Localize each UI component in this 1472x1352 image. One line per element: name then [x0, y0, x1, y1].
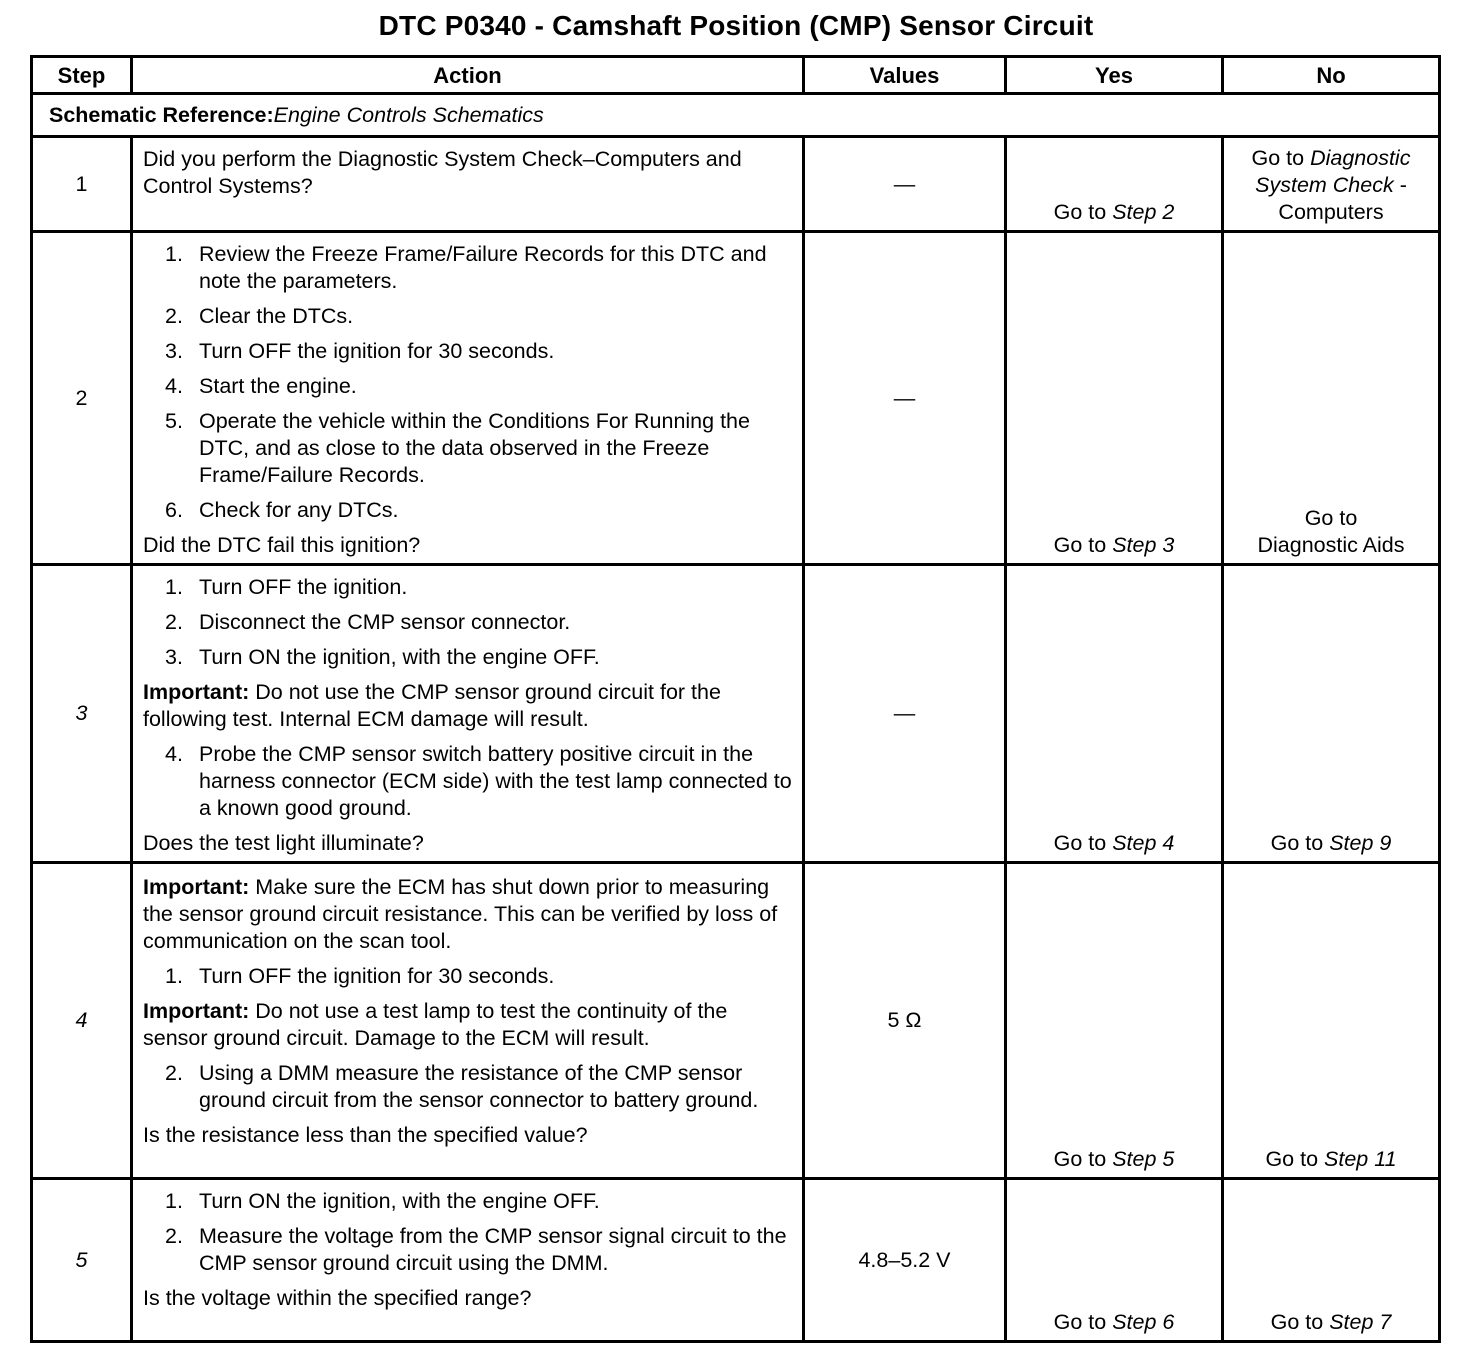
no-cell [1223, 137, 1440, 232]
value-cell: — [804, 137, 1006, 232]
list-item: 4. Probe the CMP sensor switch battery positive circuit in the harness connector (ECM side) with the test lamp connected to a known good ground. [165, 742, 792, 820]
table-row [32, 137, 1440, 232]
action-steps [143, 574, 792, 671]
list-item: 2. Using a DMM measure the resistance of the CMP sensor ground circuit from the sensor connector to battery ground. [165, 1061, 759, 1112]
list-item: 2. Disconnect the CMP sensor connector. [165, 610, 571, 634]
yes-goto[interactable]: Go to Step 5 [1053, 1147, 1175, 1171]
yes-cell [1006, 863, 1223, 1179]
header-no: No [1223, 57, 1440, 94]
action-cell [132, 232, 804, 565]
value-cell: 4.8–5.2 V [804, 1179, 1006, 1342]
yes-goto[interactable]: Go to Step 4 [1053, 831, 1175, 855]
list-item: 3. Turn OFF the ignition for 30 seconds. [165, 339, 555, 363]
no-cell [1223, 863, 1440, 1179]
schematic-row [32, 94, 1440, 137]
list-item: 4. Start the engine. [165, 374, 357, 398]
value-cell: 5 Ω [804, 863, 1006, 1179]
action-cell [132, 137, 804, 232]
table-row [32, 863, 1440, 1179]
list-item: 5. Operate the vehicle within the Conditions For Running the DTC, and as close to the data observed in the Freeze Frame/Failure Records. [165, 409, 750, 487]
list-item: 3. Turn ON the ignition, with the engine OFF. [165, 645, 600, 669]
list-item: 2. Measure the voltage from the CMP sensor signal circuit to the CMP sensor ground circuit using the DMM. [165, 1224, 787, 1275]
table-row [32, 232, 1440, 565]
header-row [32, 57, 1440, 94]
list-item: 1. Review the Freeze Frame/Failure Records for this DTC and note the parameters. [165, 242, 767, 293]
value-cell: — [804, 565, 1006, 863]
list-item: 1. Turn OFF the ignition for 30 seconds. [165, 964, 555, 988]
action-steps [143, 1188, 792, 1277]
header-yes: Yes [1006, 57, 1223, 94]
yes-goto[interactable]: Go to Step 3 [1053, 533, 1175, 557]
list-item: 2. Clear the DTCs. [165, 304, 354, 328]
step-number: 4 [32, 863, 132, 1179]
step-number: 1 [32, 137, 132, 232]
yes-cell [1006, 137, 1223, 232]
action-cell [132, 863, 804, 1179]
list-item: 1. Turn ON the ignition, with the engine OFF. [165, 1189, 600, 1213]
value-cell: — [804, 232, 1006, 565]
important-note: Important: Do not use the CMP sensor ground circuit for the following test. Internal ECM damage will result. [143, 680, 721, 731]
header-action: Action [132, 57, 804, 94]
no-goto[interactable]: Go to Diagnostic System Check - Computers [1251, 146, 1411, 224]
important-note: Important: Do not use a test lamp to test the continuity of the sensor ground circuit. Damage to the ECM will result. [143, 999, 728, 1050]
question-text: Does the test light illuminate? [143, 831, 424, 855]
schematic-label: Schematic Reference: [49, 102, 274, 127]
yes-cell [1006, 232, 1223, 565]
question-text: Is the resistance less than the specified value? [143, 1123, 588, 1147]
question-text: Did you perform the Diagnostic System Check–Computers and Control Systems? [143, 147, 742, 198]
important-note: Important: Make sure the ECM has shut down prior to measuring the sensor ground circuit resistance. This can be verified by loss of communication on the scan tool. [143, 875, 778, 953]
no-goto[interactable]: Go to Step 11 [1265, 1147, 1397, 1171]
no-goto[interactable]: Go to Step 9 [1270, 831, 1392, 855]
list-item: 1. Turn OFF the ignition. [165, 575, 408, 599]
action-steps [143, 241, 792, 524]
list-item: 6. Check for any DTCs. [165, 498, 399, 522]
no-goto[interactable]: Go to Step 7 [1270, 1310, 1392, 1334]
step-number: 5 [32, 1179, 132, 1342]
question-text: Did the DTC fail this ignition? [143, 533, 421, 557]
action-cell [132, 1179, 804, 1342]
action-steps [143, 1060, 792, 1114]
header-values: Values [804, 57, 1006, 94]
yes-goto[interactable]: Go to Step 6 [1053, 1310, 1175, 1334]
header-step: Step [32, 57, 132, 94]
page-title: DTC P0340 - Camshaft Position (CMP) Sensor Circuit [378, 10, 1094, 41]
action-steps [143, 741, 792, 822]
no-cell [1223, 565, 1440, 863]
action-cell [132, 565, 804, 863]
no-cell [1223, 232, 1440, 565]
yes-cell [1006, 565, 1223, 863]
schematic-reference [32, 94, 1440, 137]
step-number: 2 [32, 232, 132, 565]
yes-goto[interactable]: Go to Step 2 [1053, 200, 1175, 224]
table-row [32, 1179, 1440, 1342]
question-text: Is the voltage within the specified range? [143, 1286, 532, 1310]
no-cell [1223, 1179, 1440, 1342]
table-row [32, 565, 1440, 863]
no-goto[interactable]: Go to Diagnostic Aids [1257, 506, 1405, 557]
schematic-link[interactable]: Engine Controls Schematics [273, 102, 544, 127]
diagnostic-table [30, 55, 1441, 1343]
action-steps [143, 963, 792, 990]
step-number: 3 [32, 565, 132, 863]
yes-cell [1006, 1179, 1223, 1342]
